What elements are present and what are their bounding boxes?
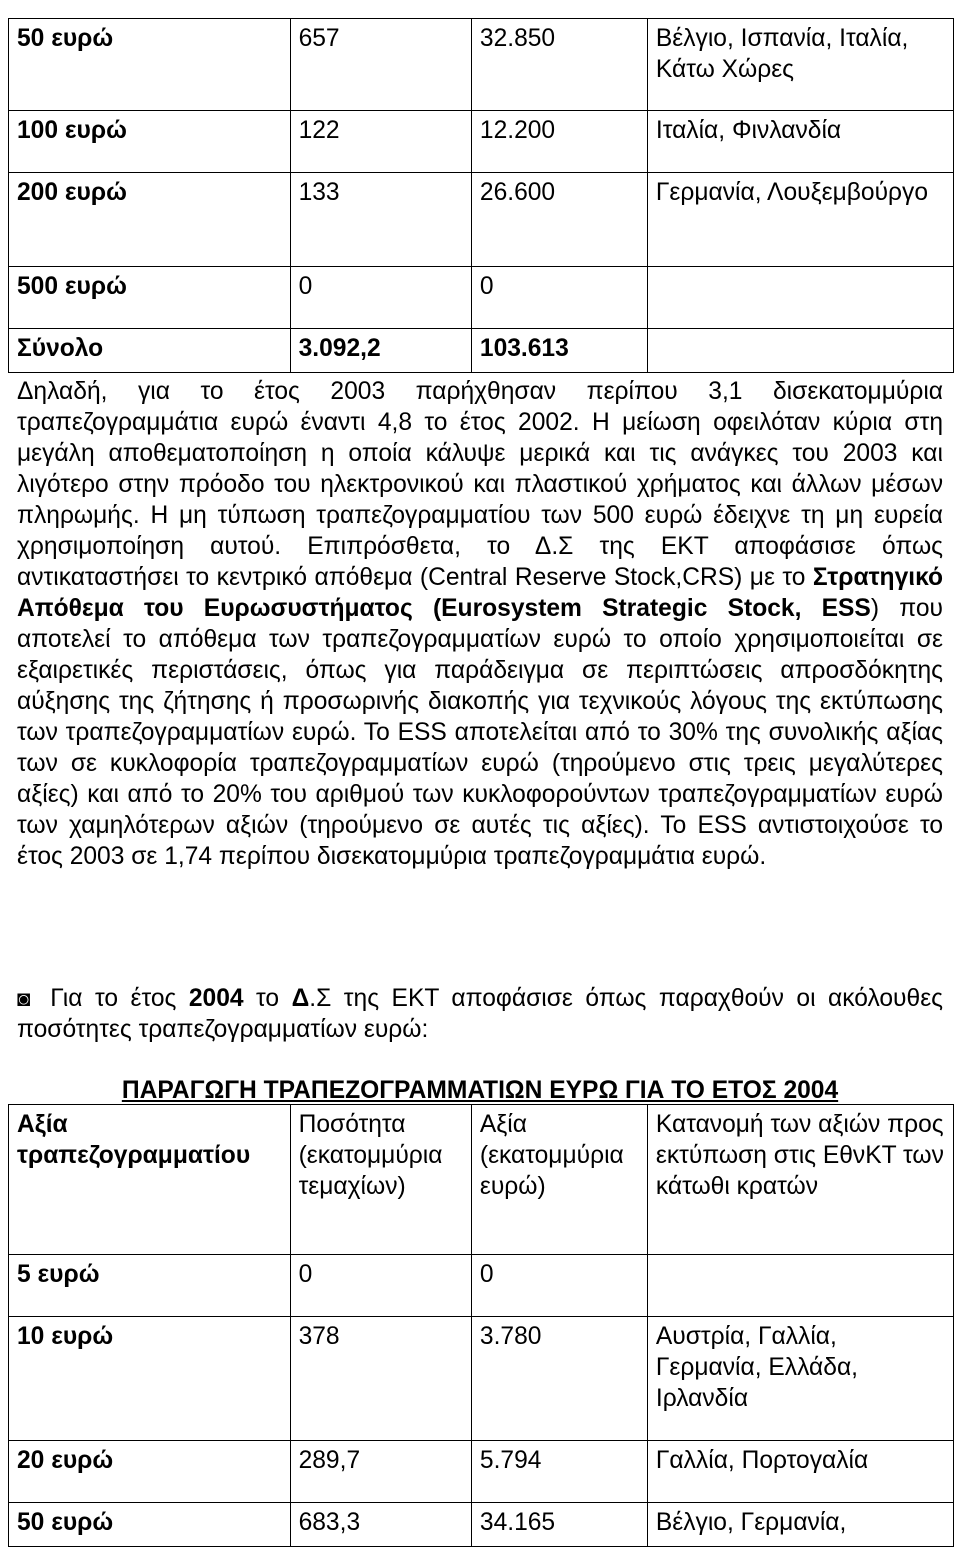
quantity-cell: 0: [290, 267, 471, 329]
quantity-cell: 0: [290, 1255, 471, 1317]
paragraph-text: .Σ της ΕΚΤ αποφάσισε όπως παραχθούν οι ακόλουθες ποσότητες τραπεζογραμματίων ευρώ:: [17, 985, 944, 1043]
paragraph-text: Δηλαδή, για το έτος 2003 παρήχθησαν περίπου 3,1 δισεκατομμύρια τραπεζογραμμάτια ευρώ έναντι 4,8 το έτος 2002. Η μείωση οφειλόταν κύρια στη μεγάλη αποθεματοποίηση η οποία κάλυψε μερικά και τις ανάγκες του 2003 και λιγότερο στην πρόοδο του ηλεκτρονικού και πλαστικού χρήματος και άλλων μέσων πληρωμής. Η μη τύπωση τραπεζογραμματίου των 500 ευρώ έδειχνε τη μη ευρεία χρησιμοποίηση αυτού. Επιπρόσθετα, το Δ.Σ της ΕΚΤ αποφάσισε όπως αντικαταστήσει το κεντρικό απόθεμα (Central Reserve Stock,CRS) με το: [17, 378, 943, 591]
bullet-icon: ◙: [17, 986, 31, 1011]
denomination-cell: 50 ευρώ: [9, 1503, 291, 1547]
total-amount-cell: 103.613: [471, 329, 647, 373]
quantity-cell: 133: [290, 173, 471, 267]
table-row: [9, 1503, 954, 1547]
table-row: [9, 1441, 954, 1503]
table-title: ΠΑΡΑΓΩΓΗ ΤΡΑΠΕΖΟΓΡΑΜΜΑΤΙΩΝ ΕΥΡΩ ΓΙΑ ΤΟ ΕΤΟΣ 2004: [121, 1077, 839, 1104]
table-row: [9, 173, 954, 267]
denomination-cell: 50 ευρώ: [9, 19, 291, 111]
table-row: [9, 1317, 954, 1441]
bold-year: 2004: [188, 985, 244, 1012]
paragraph-text: ) που αποτελεί το απόθεμα των τραπεζογραμματίων ευρώ το οποίο χρησιμοποιείται σε εξαιρετικές περιστάσεις, όπως για παράδειγμα σε περιπτώσεις απροσδόκητης αύξησης της ζήτησης ή προσωρινής διακοπής για τεχνικούς λόγους της εκτύπωσης των τραπεζογραμματίων ευρώ. Το ESS αποτελείται από το 30% της συνολικής αξίας των σε κυκλοφορία τραπεζογραμματίων ευρώ (τηρούμενο στις τρεις μεγαλύτερες αξίες) και από το 20% του αριθμού των κυκλοφορούντων τραπεζογραμματίων ευρώ των χαμηλότερων αξιών (τηρούμενο σε αυτές τις αξίες). Το ESS αντιστοιχούσε το έτος 2003 σε 1,74 περίπου δισεκατομμύρια τραπεζογραμμάτια ευρώ.: [17, 595, 943, 870]
total-label-cell: Σύνολο: [9, 329, 291, 373]
quantity-cell: 683,3: [290, 1503, 471, 1547]
countries-cell: [647, 1255, 953, 1317]
quantity-cell: 657: [290, 19, 471, 111]
quantity-cell: 289,7: [290, 1441, 471, 1503]
quantity-cell: 378: [290, 1317, 471, 1441]
countries-cell: [647, 329, 953, 373]
denomination-cell: 5 ευρώ: [9, 1255, 291, 1317]
bold-letter: Δ: [291, 985, 310, 1012]
denomination-cell: 500 ευρώ: [9, 267, 291, 329]
amount-cell: 12.200: [471, 111, 647, 173]
header-countries: Κατανομή των αξιών προς εκτύπωση στις ΕθνΚΤ των κάτωθι κρατών: [647, 1105, 953, 1255]
production-table-2003: [8, 18, 954, 373]
denomination-cell: 100 ευρώ: [9, 111, 291, 173]
countries-cell: Γαλλία, Πορτογαλία: [647, 1441, 953, 1503]
body-paragraph: [17, 376, 943, 872]
denomination-cell: 20 ευρώ: [9, 1441, 291, 1503]
table-header-row: [9, 1105, 954, 1255]
table-row-total: [9, 329, 954, 373]
amount-cell: 0: [471, 1255, 647, 1317]
amount-cell: 32.850: [471, 19, 647, 111]
header-quantity: Ποσότητα (εκατομμύρια τεμαχίων): [290, 1105, 471, 1255]
countries-cell: [647, 267, 953, 329]
countries-cell: Ιταλία, Φινλανδία: [647, 111, 953, 173]
denomination-cell: 10 ευρώ: [9, 1317, 291, 1441]
countries-cell: Αυστρία, Γαλλία, Γερμανία, Ελλάδα, Ιρλανδία: [647, 1317, 953, 1441]
table-row: [9, 19, 954, 111]
countries-cell: Γερμανία, Λουξεμβούργο: [647, 173, 953, 267]
amount-cell: 5.794: [471, 1441, 647, 1503]
amount-cell: 0: [471, 267, 647, 329]
table-row: [9, 1255, 954, 1317]
header-denomination: Αξία τραπεζογραμματίου: [9, 1105, 291, 1255]
denomination-cell: 200 ευρώ: [9, 173, 291, 267]
production-table-2004: [8, 1104, 954, 1547]
countries-cell: Βέλγιο, Ισπανία, Ιταλία, Κάτω Χώρες: [647, 19, 953, 111]
quantity-cell: 122: [290, 111, 471, 173]
header-amount: Αξία (εκατομμύρια ευρώ): [471, 1105, 647, 1255]
paragraph-text: Για το έτος: [50, 985, 189, 1012]
total-quantity-cell: 3.092,2: [290, 329, 471, 373]
bullet-paragraph: [17, 983, 943, 1045]
paragraph-text: το: [243, 985, 292, 1012]
amount-cell: 3.780: [471, 1317, 647, 1441]
amount-cell: 26.600: [471, 173, 647, 267]
bold-term: Στρατηγικό Απόθεμα του Ευρωσυστήματος (Eurosystem Strategic Stock, ESS: [17, 564, 943, 622]
table-row: [9, 111, 954, 173]
countries-cell: Βέλγιο, Γερμανία,: [647, 1503, 953, 1547]
amount-cell: 34.165: [471, 1503, 647, 1547]
table-row: [9, 267, 954, 329]
